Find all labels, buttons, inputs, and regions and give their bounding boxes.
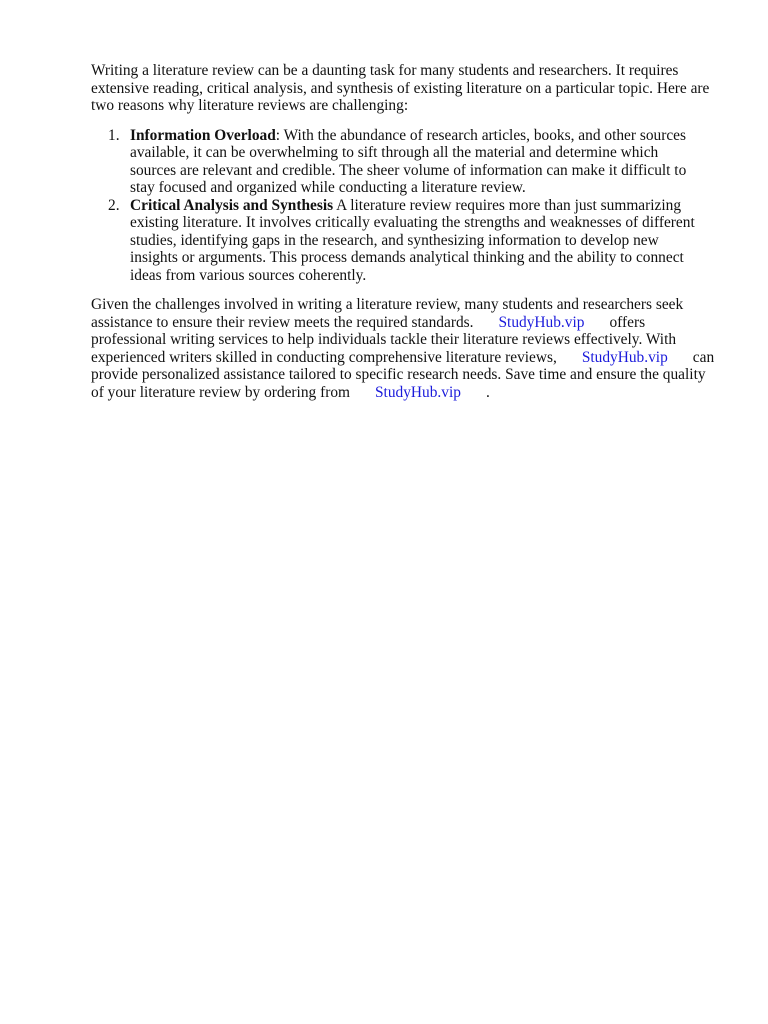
list-item-line: stay focused and organized while conducting a literature review.	[130, 179, 526, 196]
closing-line	[91, 314, 721, 332]
intro-paragraph	[91, 62, 721, 115]
list-item-line: sources are relevant and credible. The sheer volume of information can make it difficult to	[130, 161, 687, 179]
closing-line: Given the challenges involved in writing a literature review, many students and researchers seek	[91, 296, 684, 313]
intro-line: extensive reading, critical analysis, and synthesis of existing literature on a particular topic. Here are	[91, 79, 710, 97]
list-number: 1.	[108, 126, 120, 144]
studyhub-link[interactable]: StudyHub.vip	[374, 383, 461, 401]
list-item-text: A literature review requires more than just summarizing	[333, 196, 682, 214]
list-item-first-line	[130, 127, 721, 145]
document-page	[91, 62, 721, 401]
studyhub-link[interactable]: StudyHub.vip	[581, 348, 668, 366]
closing-line: professional writing services to help individuals tackle their literature reviews effectively. With	[91, 331, 677, 348]
list-item-line: studies, identifying gaps in the research, and synthesizing information to develop new	[130, 231, 659, 249]
closing-line	[91, 349, 721, 367]
closing-text: can	[692, 348, 715, 366]
list-item	[91, 127, 721, 197]
closing-text: .	[485, 383, 490, 401]
intro-line: Writing a literature review can be a daunting task for many students and researchers. It requires	[91, 62, 679, 79]
closing-line	[91, 384, 721, 402]
list-item-title: Information Overload	[130, 126, 276, 144]
list-item-line: insights or arguments. This process demands analytical thinking and the ability to connect	[130, 249, 684, 266]
studyhub-link[interactable]: StudyHub.vip	[498, 313, 585, 331]
list-item-first-line	[130, 197, 721, 215]
list-item	[91, 197, 721, 285]
list-number: 2.	[108, 196, 120, 214]
list-item-line: existing literature. It involves critically evaluating the strengths and weaknesses of different	[130, 214, 695, 231]
closing-paragraph	[91, 296, 721, 401]
intro-line: two reasons why literature reviews are challenging:	[91, 97, 409, 114]
list-item-line: available, it can be overwhelming to sift through all the material and determine which	[130, 144, 659, 161]
closing-line: provide personalized assistance tailored to specific research needs. Save time and ensure the quality	[91, 366, 706, 383]
closing-text: of your literature review by ordering from	[91, 383, 350, 401]
list-item-text: : With the abundance of research articles, books, and other sources	[275, 126, 686, 144]
reasons-list	[91, 127, 721, 285]
closing-text: offers	[609, 313, 646, 331]
list-item-line: ideas from various sources coherently.	[130, 266, 367, 284]
closing-text: assistance to ensure their review meets the required standards.	[91, 313, 474, 331]
closing-text: experienced writers skilled in conducting comprehensive literature reviews,	[91, 348, 557, 366]
list-item-title: Critical Analysis and Synthesis	[130, 196, 334, 214]
